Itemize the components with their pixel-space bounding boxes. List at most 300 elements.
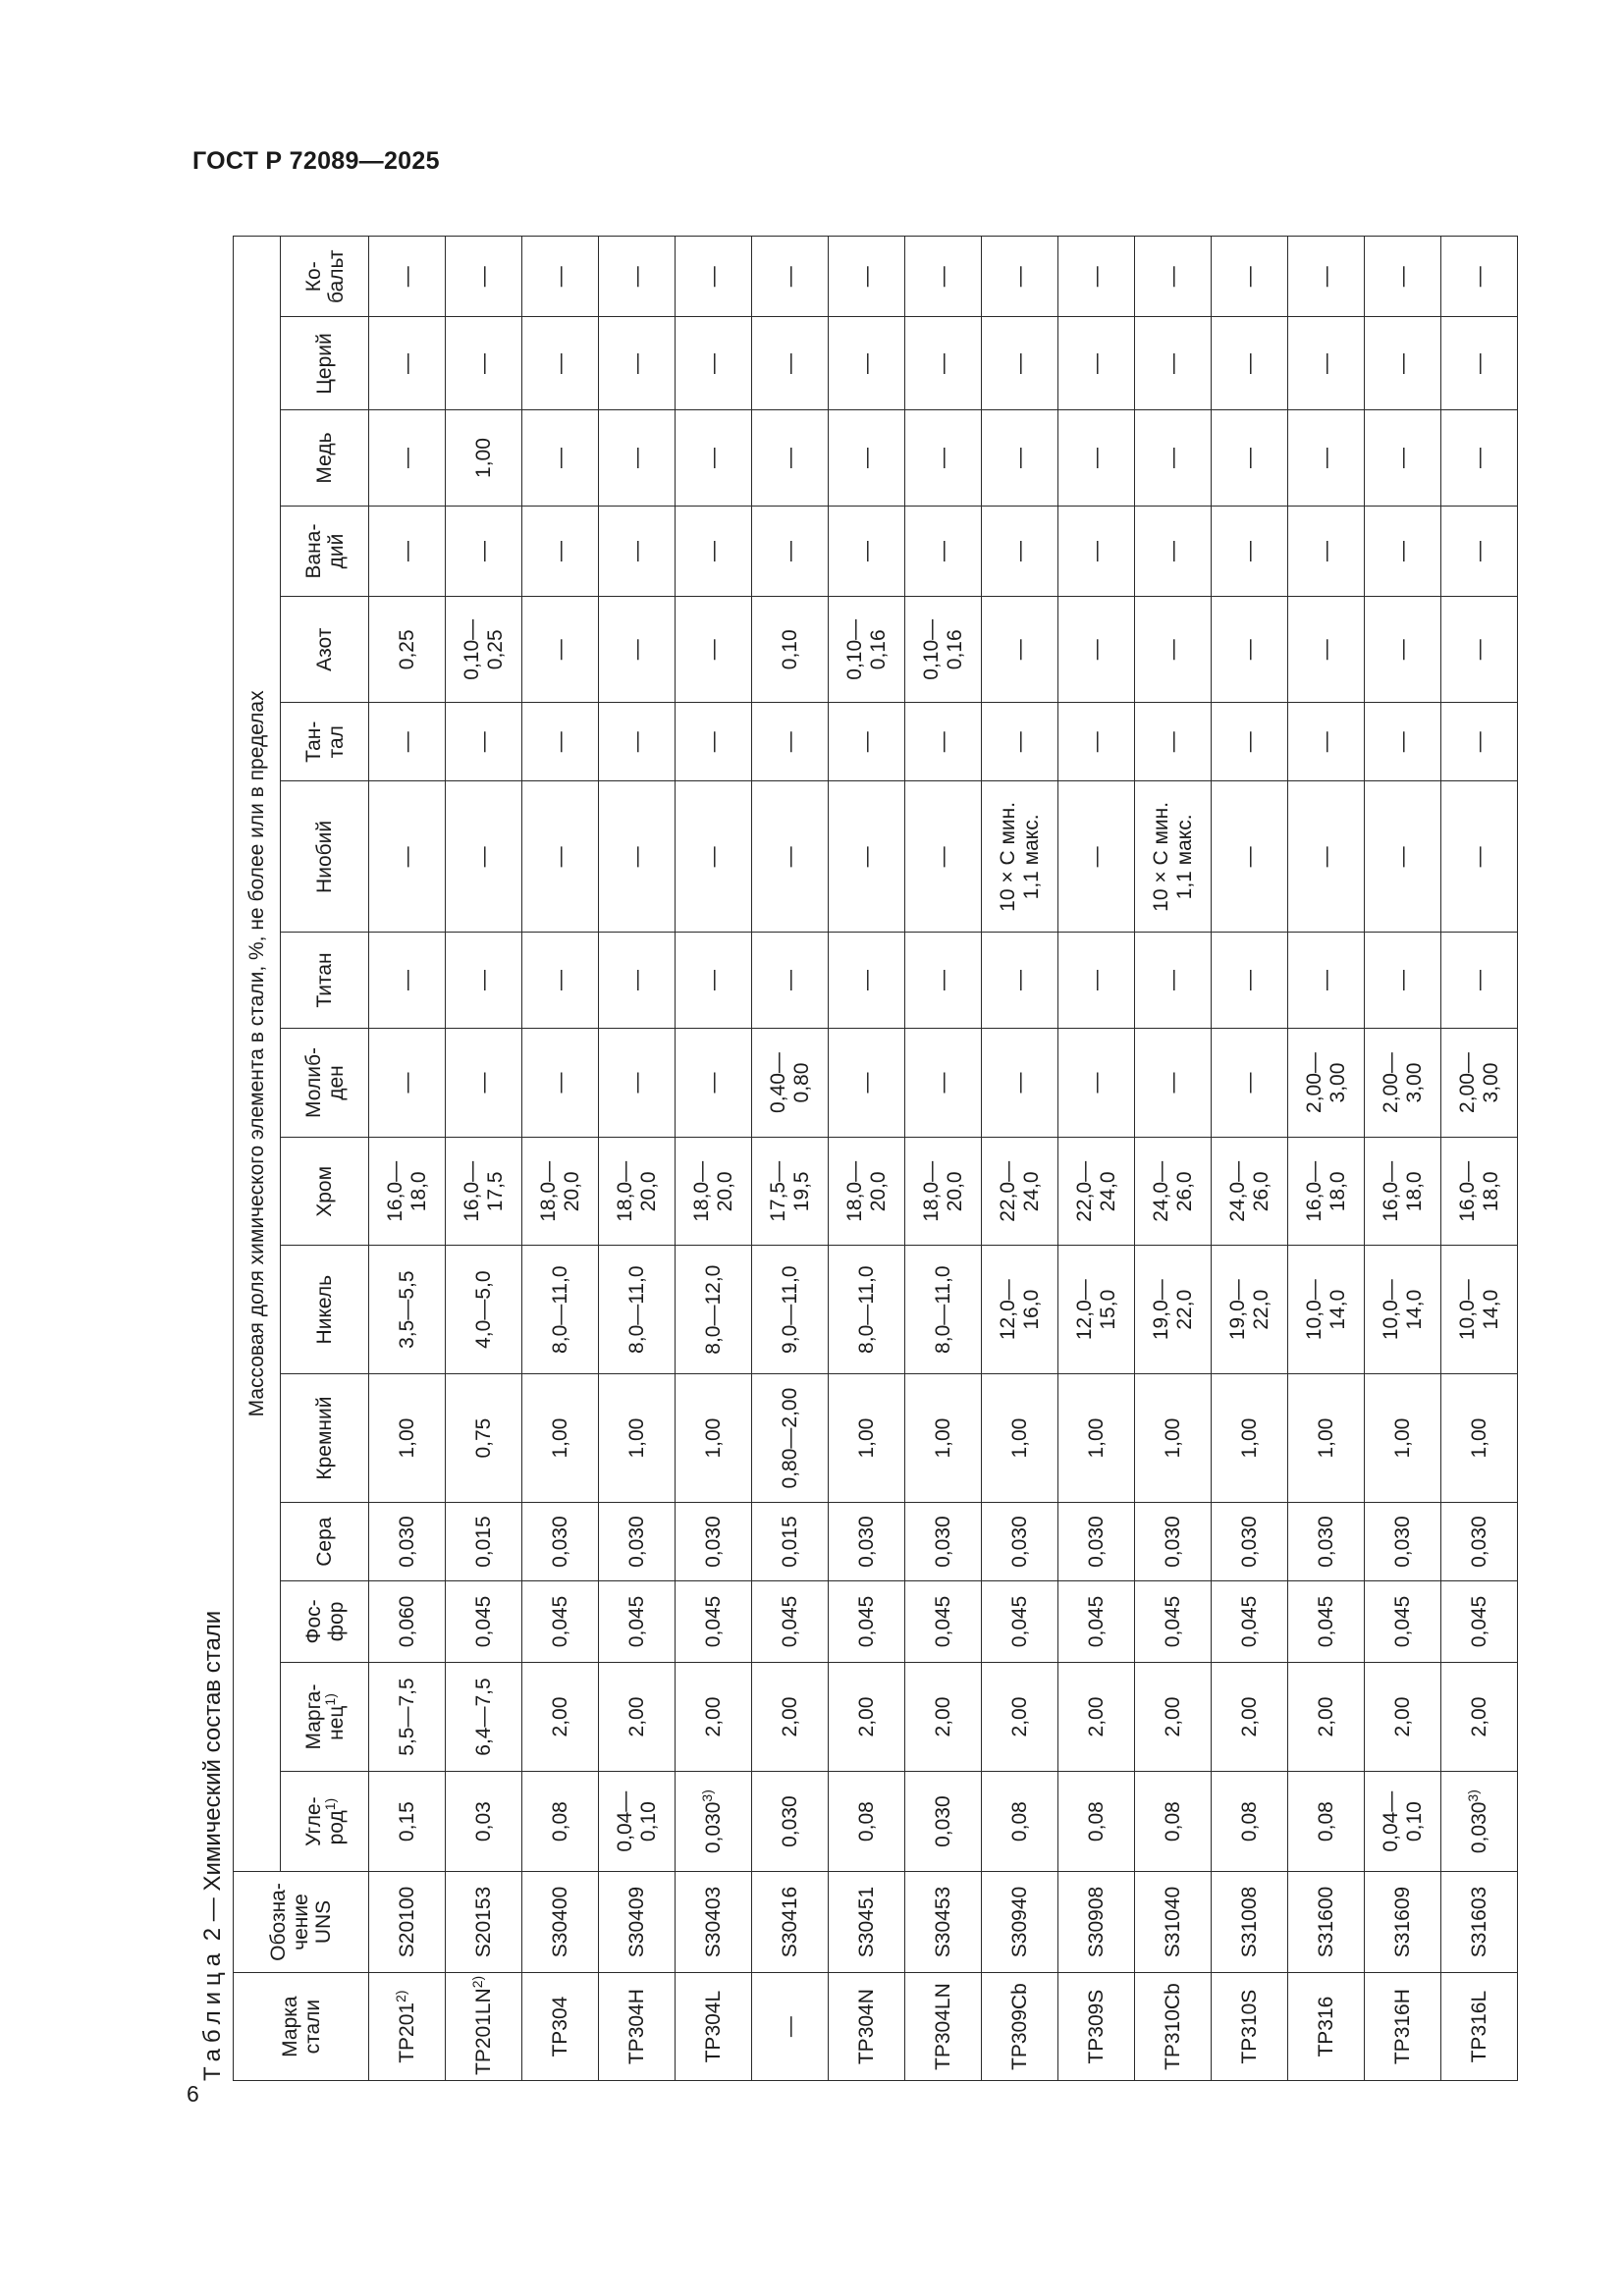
cell-value-text: 2,00 bbox=[1314, 1696, 1337, 1737]
cell-value-text: — bbox=[1390, 846, 1414, 868]
cell-value bbox=[1365, 317, 1441, 410]
cell-value-text: 0,10— 0,16 bbox=[842, 618, 890, 680]
cell-value-text: — bbox=[1237, 846, 1261, 868]
cell-value bbox=[1212, 1503, 1288, 1581]
cell-value bbox=[522, 237, 599, 317]
cell-value bbox=[1135, 1028, 1212, 1138]
cell-value bbox=[1288, 317, 1365, 410]
cell-value bbox=[676, 933, 752, 1028]
cell-value bbox=[1212, 1374, 1288, 1503]
cell-value bbox=[369, 1662, 446, 1772]
cell-value-text: 1,00 bbox=[931, 1417, 954, 1459]
cell-value-text: — bbox=[854, 731, 878, 753]
cell-value bbox=[1135, 506, 1212, 597]
header-element bbox=[281, 1374, 369, 1503]
cell-value bbox=[752, 237, 829, 317]
cell-value-text: — bbox=[1390, 970, 1414, 991]
cell-value-text: 0,08 bbox=[1314, 1801, 1337, 1842]
cell-value bbox=[905, 1581, 982, 1662]
grade-label: TP309S bbox=[1084, 1989, 1108, 2064]
cell-value bbox=[829, 506, 905, 597]
cell-value bbox=[1441, 1246, 1518, 1374]
cell-value bbox=[752, 933, 829, 1028]
cell-value-text: 1,00 bbox=[1390, 1417, 1414, 1459]
cell-value bbox=[1135, 317, 1212, 410]
cell-value-text: 0,10— 0,25 bbox=[460, 618, 507, 680]
cell-value-text: 2,00 bbox=[931, 1696, 954, 1737]
cell-value-text: — bbox=[1314, 448, 1337, 469]
cell-value-text: — bbox=[701, 1072, 725, 1094]
cell-value bbox=[1212, 1138, 1288, 1246]
cell-value-text: — bbox=[1467, 846, 1490, 868]
table-row bbox=[446, 237, 522, 2081]
cell-value bbox=[1212, 410, 1288, 506]
cell-value-text: 16,0— 18,0 bbox=[1455, 1160, 1502, 1222]
chemical-composition-table bbox=[233, 236, 1518, 2081]
cell-value-text: 18,0— 20,0 bbox=[842, 1160, 890, 1222]
cell-value-text: 0,030 bbox=[1467, 1801, 1490, 1854]
cell-value bbox=[982, 506, 1058, 597]
cell-value-text: 10 × С мин. 1,1 макс. bbox=[1149, 801, 1196, 912]
cell-value-text: 0,045 bbox=[778, 1595, 801, 1648]
table-caption-prefix: Таблица bbox=[199, 1947, 226, 2081]
cell-value-text: — bbox=[854, 266, 878, 288]
cell-value-text: — bbox=[1237, 266, 1261, 288]
cell-value bbox=[446, 237, 522, 317]
cell-value bbox=[752, 1772, 829, 1871]
header-element-label: Титан bbox=[313, 952, 336, 1008]
cell-value bbox=[1058, 1138, 1135, 1246]
cell-value-text: — bbox=[1237, 541, 1261, 562]
cell-value bbox=[599, 933, 676, 1028]
cell-value bbox=[752, 410, 829, 506]
cell-value-text: — bbox=[395, 352, 418, 374]
cell-value-text: 5,5—7,5 bbox=[395, 1678, 418, 1756]
cell-value-text: — bbox=[548, 541, 571, 562]
cell-value-text: 2,00 bbox=[1237, 1696, 1261, 1737]
cell-value bbox=[676, 1374, 752, 1503]
cell-value bbox=[1135, 781, 1212, 933]
cell-value-text: — bbox=[1390, 639, 1414, 661]
cell-value-text: 1,00 bbox=[471, 438, 495, 478]
cell-value-text: 0,045 bbox=[1467, 1595, 1490, 1648]
table-row bbox=[1441, 237, 1518, 2081]
carbon-footnote-mark: 3) bbox=[698, 1789, 715, 1802]
cell-value bbox=[599, 1662, 676, 1772]
cell-value bbox=[676, 506, 752, 597]
cell-value bbox=[676, 597, 752, 703]
cell-value bbox=[1058, 506, 1135, 597]
cell-value-text: — bbox=[395, 266, 418, 288]
cell-value-text: — bbox=[1314, 731, 1337, 753]
cell-value bbox=[1288, 506, 1365, 597]
cell-value-text: 1,00 bbox=[1237, 1417, 1261, 1459]
cell-value bbox=[1058, 1246, 1135, 1374]
cell-value-text: — bbox=[1007, 970, 1031, 991]
cell-value bbox=[369, 1246, 446, 1374]
cell-value-text: 0,08 bbox=[1161, 1801, 1184, 1842]
cell-value-text: — bbox=[548, 1072, 571, 1094]
cell-value-text: — bbox=[778, 266, 801, 288]
cell-value-text: 0,045 bbox=[624, 1595, 648, 1648]
cell-value-text: — bbox=[1314, 352, 1337, 374]
table-row bbox=[1365, 237, 1441, 2081]
cell-value-text: 0,045 bbox=[1390, 1595, 1414, 1648]
cell-value-text: 0,75 bbox=[471, 1417, 495, 1459]
cell-value bbox=[522, 506, 599, 597]
header-element-label: Ниобий bbox=[313, 820, 336, 893]
cell-value bbox=[369, 317, 446, 410]
cell-value-text: 0,045 bbox=[701, 1595, 725, 1648]
cell-value-text: — bbox=[854, 970, 878, 991]
table-row bbox=[1135, 237, 1212, 2081]
cell-value bbox=[1212, 1581, 1288, 1662]
cell-value bbox=[1288, 703, 1365, 781]
cell-uns: S30940 bbox=[982, 1871, 1058, 1972]
header-element-group: Массовая доля химического элемента в стали, %, не более или в пределах bbox=[234, 237, 281, 1872]
cell-value-text: 0,08 bbox=[854, 1801, 878, 1842]
cell-value bbox=[369, 1503, 446, 1581]
cell-value-text: 0,10— 0,16 bbox=[919, 618, 966, 680]
cell-value bbox=[1058, 781, 1135, 933]
cell-value bbox=[905, 410, 982, 506]
cell-value-text: — bbox=[1237, 970, 1261, 991]
cell-value-text: — bbox=[624, 846, 648, 868]
cell-value-text: — bbox=[854, 1072, 878, 1094]
cell-value bbox=[752, 1374, 829, 1503]
cell-value-text: 0,060 bbox=[395, 1595, 418, 1648]
cell-value bbox=[1135, 1772, 1212, 1871]
cell-value-text: — bbox=[1390, 731, 1414, 753]
cell-value-text: — bbox=[395, 846, 418, 868]
cell-value bbox=[1288, 1772, 1365, 1871]
grade-label: TP304LN bbox=[931, 1983, 954, 2070]
cell-value-text: — bbox=[548, 266, 571, 288]
cell-value-text: — bbox=[1084, 1072, 1108, 1094]
cell-value bbox=[905, 506, 982, 597]
cell-value bbox=[982, 237, 1058, 317]
cell-value bbox=[522, 317, 599, 410]
cell-value bbox=[1288, 410, 1365, 506]
cell-value-text: — bbox=[1314, 970, 1337, 991]
cell-value bbox=[982, 597, 1058, 703]
cell-value bbox=[1441, 1138, 1518, 1246]
header-grade: Марка стали bbox=[234, 1973, 369, 2081]
cell-value bbox=[1288, 781, 1365, 933]
cell-value bbox=[1441, 1662, 1518, 1772]
cell-value bbox=[676, 1503, 752, 1581]
cell-value bbox=[599, 703, 676, 781]
cell-value bbox=[676, 237, 752, 317]
cell-value bbox=[522, 1662, 599, 1772]
table-row bbox=[369, 237, 446, 2081]
cell-uns: S30908 bbox=[1058, 1871, 1135, 1972]
cell-value-text: 0,045 bbox=[1084, 1595, 1108, 1648]
cell-value bbox=[1365, 410, 1441, 506]
cell-value bbox=[1135, 1503, 1212, 1581]
cell-value-text: 0,045 bbox=[854, 1595, 878, 1648]
cell-value-text: 1,00 bbox=[1314, 1417, 1337, 1459]
header-element bbox=[281, 1503, 369, 1581]
cell-value-text: 0,03 bbox=[471, 1801, 495, 1842]
header-element bbox=[281, 1772, 369, 1871]
cell-value-text: — bbox=[1161, 541, 1184, 562]
cell-value bbox=[1441, 1028, 1518, 1138]
cell-grade bbox=[1212, 1973, 1288, 2081]
cell-value-text: 1,00 bbox=[395, 1417, 418, 1459]
cell-value-text: 16,0— 18,0 bbox=[1379, 1160, 1426, 1222]
cell-value bbox=[446, 1662, 522, 1772]
cell-value-text: — bbox=[1237, 352, 1261, 374]
cell-uns: S30409 bbox=[599, 1871, 676, 1972]
cell-value-text: — bbox=[931, 1072, 954, 1094]
cell-value-text: — bbox=[1084, 541, 1108, 562]
cell-value-text: 12,0— 16,0 bbox=[996, 1279, 1043, 1341]
header-element-label: Молиб-ден bbox=[301, 1047, 348, 1118]
table-row bbox=[982, 237, 1058, 2081]
cell-value bbox=[369, 597, 446, 703]
cell-value bbox=[1135, 1246, 1212, 1374]
cell-value-text: — bbox=[778, 352, 801, 374]
cell-value-text: — bbox=[395, 448, 418, 469]
cell-value bbox=[829, 317, 905, 410]
cell-value-text: 0,030 bbox=[1390, 1516, 1414, 1568]
cell-value-text: 18,0— 20,0 bbox=[536, 1160, 583, 1222]
header-element bbox=[281, 1581, 369, 1662]
cell-value bbox=[1288, 597, 1365, 703]
header-element-label: Марга-нец bbox=[301, 1683, 348, 1750]
cell-value-text: — bbox=[1237, 448, 1261, 469]
cell-value-text: 2,00 bbox=[1007, 1696, 1031, 1737]
cell-value-text: — bbox=[778, 970, 801, 991]
cell-value-text: 18,0— 20,0 bbox=[689, 1160, 736, 1222]
cell-value-text: 10,0— 14,0 bbox=[1379, 1279, 1426, 1341]
cell-value-text: 8,0—11,0 bbox=[854, 1265, 878, 1354]
cell-value-text: 0,030 bbox=[854, 1516, 878, 1568]
cell-value bbox=[1441, 506, 1518, 597]
header-element bbox=[281, 1138, 369, 1246]
cell-value-text: 19,0— 22,0 bbox=[1225, 1279, 1272, 1341]
cell-value bbox=[522, 410, 599, 506]
cell-value-text: 10,0— 14,0 bbox=[1455, 1279, 1502, 1341]
cell-value bbox=[369, 781, 446, 933]
cell-value-text: — bbox=[1084, 970, 1108, 991]
cell-value bbox=[905, 1246, 982, 1374]
cell-value-text: — bbox=[1161, 1072, 1184, 1094]
cell-value-text: 0,030 bbox=[701, 1516, 725, 1568]
cell-value bbox=[1365, 237, 1441, 317]
cell-value-text: 8,0—11,0 bbox=[624, 1265, 648, 1354]
cell-value bbox=[905, 1662, 982, 1772]
cell-value bbox=[829, 1662, 905, 1772]
cell-value bbox=[1365, 1581, 1441, 1662]
cell-value bbox=[1135, 703, 1212, 781]
cell-value bbox=[829, 237, 905, 317]
cell-value-text: 1,00 bbox=[1007, 1417, 1031, 1459]
cell-value bbox=[522, 1772, 599, 1871]
cell-value bbox=[599, 317, 676, 410]
header-element-label: Фос-фор bbox=[301, 1599, 348, 1644]
table-row bbox=[905, 237, 982, 2081]
header-element bbox=[281, 1028, 369, 1138]
cell-value-text: 0,08 bbox=[548, 1801, 571, 1842]
cell-value-text: — bbox=[931, 846, 954, 868]
cell-value bbox=[905, 781, 982, 933]
header-element bbox=[281, 410, 369, 506]
cell-value-text: — bbox=[778, 846, 801, 868]
cell-value-text: — bbox=[931, 731, 954, 753]
cell-value bbox=[1441, 703, 1518, 781]
cell-value-text: 3,5—5,5 bbox=[395, 1270, 418, 1349]
cell-value bbox=[1288, 933, 1365, 1028]
cell-value-text: — bbox=[1314, 541, 1337, 562]
cell-value-text: 2,00 bbox=[1161, 1696, 1184, 1737]
cell-value-text: — bbox=[624, 731, 648, 753]
cell-value-text: 8,0—11,0 bbox=[548, 1265, 571, 1354]
cell-uns: S20153 bbox=[446, 1871, 522, 1972]
cell-value bbox=[1058, 1503, 1135, 1581]
cell-value-text: — bbox=[1007, 639, 1031, 661]
cell-value bbox=[369, 1581, 446, 1662]
cell-value-text: 0,40— 0,80 bbox=[766, 1052, 813, 1113]
cell-value bbox=[369, 506, 446, 597]
cell-value-text: — bbox=[1314, 846, 1337, 868]
cell-value-text: — bbox=[1084, 731, 1108, 753]
cell-grade bbox=[905, 1973, 982, 2081]
cell-value-text: — bbox=[1237, 639, 1261, 661]
cell-value bbox=[446, 781, 522, 933]
grade-label: TP304L bbox=[701, 1990, 725, 2063]
cell-value bbox=[905, 1374, 982, 1503]
cell-value bbox=[522, 933, 599, 1028]
cell-value-text: 10,0— 14,0 bbox=[1302, 1279, 1349, 1341]
table-row bbox=[1212, 237, 1288, 2081]
header-element bbox=[281, 597, 369, 703]
cell-uns: S30453 bbox=[905, 1871, 982, 1972]
cell-value-text: — bbox=[471, 1072, 495, 1094]
cell-value-text: — bbox=[1467, 731, 1490, 753]
cell-value bbox=[522, 1246, 599, 1374]
cell-value-text: 10 × С мин. 1,1 макс. bbox=[996, 801, 1043, 912]
cell-value bbox=[982, 1503, 1058, 1581]
cell-value-text: — bbox=[471, 846, 495, 868]
cell-value bbox=[1365, 703, 1441, 781]
cell-value bbox=[522, 1503, 599, 1581]
cell-value-text: — bbox=[701, 639, 725, 661]
cell-value-text: 24,0— 26,0 bbox=[1149, 1160, 1196, 1222]
cell-value bbox=[982, 703, 1058, 781]
cell-value bbox=[599, 781, 676, 933]
cell-value-text: — bbox=[931, 352, 954, 374]
cell-value-text: 16,0— 17,5 bbox=[460, 1160, 507, 1222]
cell-value-text: — bbox=[701, 352, 725, 374]
cell-uns: S20100 bbox=[369, 1871, 446, 1972]
cell-value bbox=[1441, 1581, 1518, 1662]
cell-value bbox=[446, 703, 522, 781]
cell-value bbox=[829, 1138, 905, 1246]
cell-value-text: 0,030 bbox=[1467, 1516, 1490, 1568]
cell-value bbox=[982, 781, 1058, 933]
cell-value bbox=[1058, 1374, 1135, 1503]
cell-value bbox=[1441, 1374, 1518, 1503]
cell-value bbox=[829, 1772, 905, 1871]
cell-value-text: 18,0— 20,0 bbox=[613, 1160, 660, 1222]
cell-value bbox=[905, 703, 982, 781]
cell-value bbox=[599, 597, 676, 703]
cell-value-text: — bbox=[624, 352, 648, 374]
cell-value-text: 0,030 bbox=[395, 1516, 418, 1568]
cell-value bbox=[829, 410, 905, 506]
cell-value-text: 2,00 bbox=[1390, 1696, 1414, 1737]
cell-value bbox=[905, 317, 982, 410]
cell-value-text: 22,0— 24,0 bbox=[996, 1160, 1043, 1222]
cell-value bbox=[1365, 506, 1441, 597]
cell-value-text: — bbox=[701, 731, 725, 753]
table-row bbox=[1288, 237, 1365, 2081]
cell-value bbox=[676, 1581, 752, 1662]
cell-value-text: — bbox=[1161, 731, 1184, 753]
cell-value bbox=[676, 317, 752, 410]
cell-value bbox=[1441, 410, 1518, 506]
cell-grade bbox=[752, 1973, 829, 2081]
cell-value-text: — bbox=[1467, 639, 1490, 661]
cell-value bbox=[1135, 1138, 1212, 1246]
cell-value bbox=[1365, 1138, 1441, 1246]
cell-grade bbox=[522, 1973, 599, 2081]
cell-value bbox=[676, 1138, 752, 1246]
cell-value bbox=[752, 1503, 829, 1581]
cell-value-text: — bbox=[701, 266, 725, 288]
cell-value-text: 9,0—11,0 bbox=[778, 1265, 801, 1354]
header-footnote-mark: 1) bbox=[321, 1693, 338, 1706]
cell-value-text: 0,015 bbox=[471, 1516, 495, 1568]
cell-value bbox=[1135, 237, 1212, 317]
cell-value bbox=[1288, 1374, 1365, 1503]
cell-value-text: 0,030 bbox=[1237, 1516, 1261, 1568]
carbon-footnote-mark: 3) bbox=[1464, 1789, 1481, 1802]
cell-value bbox=[829, 1503, 905, 1581]
cell-value-text: — bbox=[931, 266, 954, 288]
cell-value-text: 0,030 bbox=[624, 1516, 648, 1568]
cell-value-text: — bbox=[1007, 266, 1031, 288]
header-element bbox=[281, 317, 369, 410]
cell-value-text: 18,0— 20,0 bbox=[919, 1160, 966, 1222]
grade-label: TP304H bbox=[624, 1989, 648, 2065]
cell-value-text: 0,045 bbox=[1007, 1595, 1031, 1648]
cell-value bbox=[522, 781, 599, 933]
cell-grade bbox=[1288, 1973, 1365, 2081]
cell-value bbox=[446, 1503, 522, 1581]
cell-value-text: 6,4—7,5 bbox=[471, 1678, 495, 1756]
cell-value-text: 0,80—2,00 bbox=[778, 1387, 801, 1489]
cell-uns: S31040 bbox=[1135, 1871, 1212, 1972]
header-element-label: Вана-дий bbox=[301, 523, 348, 579]
cell-value-text: 0,25 bbox=[395, 629, 418, 670]
cell-value bbox=[599, 1581, 676, 1662]
cell-grade bbox=[676, 1973, 752, 2081]
cell-value bbox=[1288, 1581, 1365, 1662]
cell-value bbox=[905, 1503, 982, 1581]
cell-grade bbox=[1058, 1973, 1135, 2081]
table-row bbox=[1058, 237, 1135, 2081]
cell-value bbox=[1365, 1503, 1441, 1581]
cell-value bbox=[599, 1138, 676, 1246]
cell-value bbox=[829, 781, 905, 933]
header-element-label: Медь bbox=[313, 432, 336, 484]
table-caption bbox=[199, 1611, 227, 2081]
cell-value bbox=[1212, 703, 1288, 781]
table-row bbox=[676, 237, 752, 2081]
